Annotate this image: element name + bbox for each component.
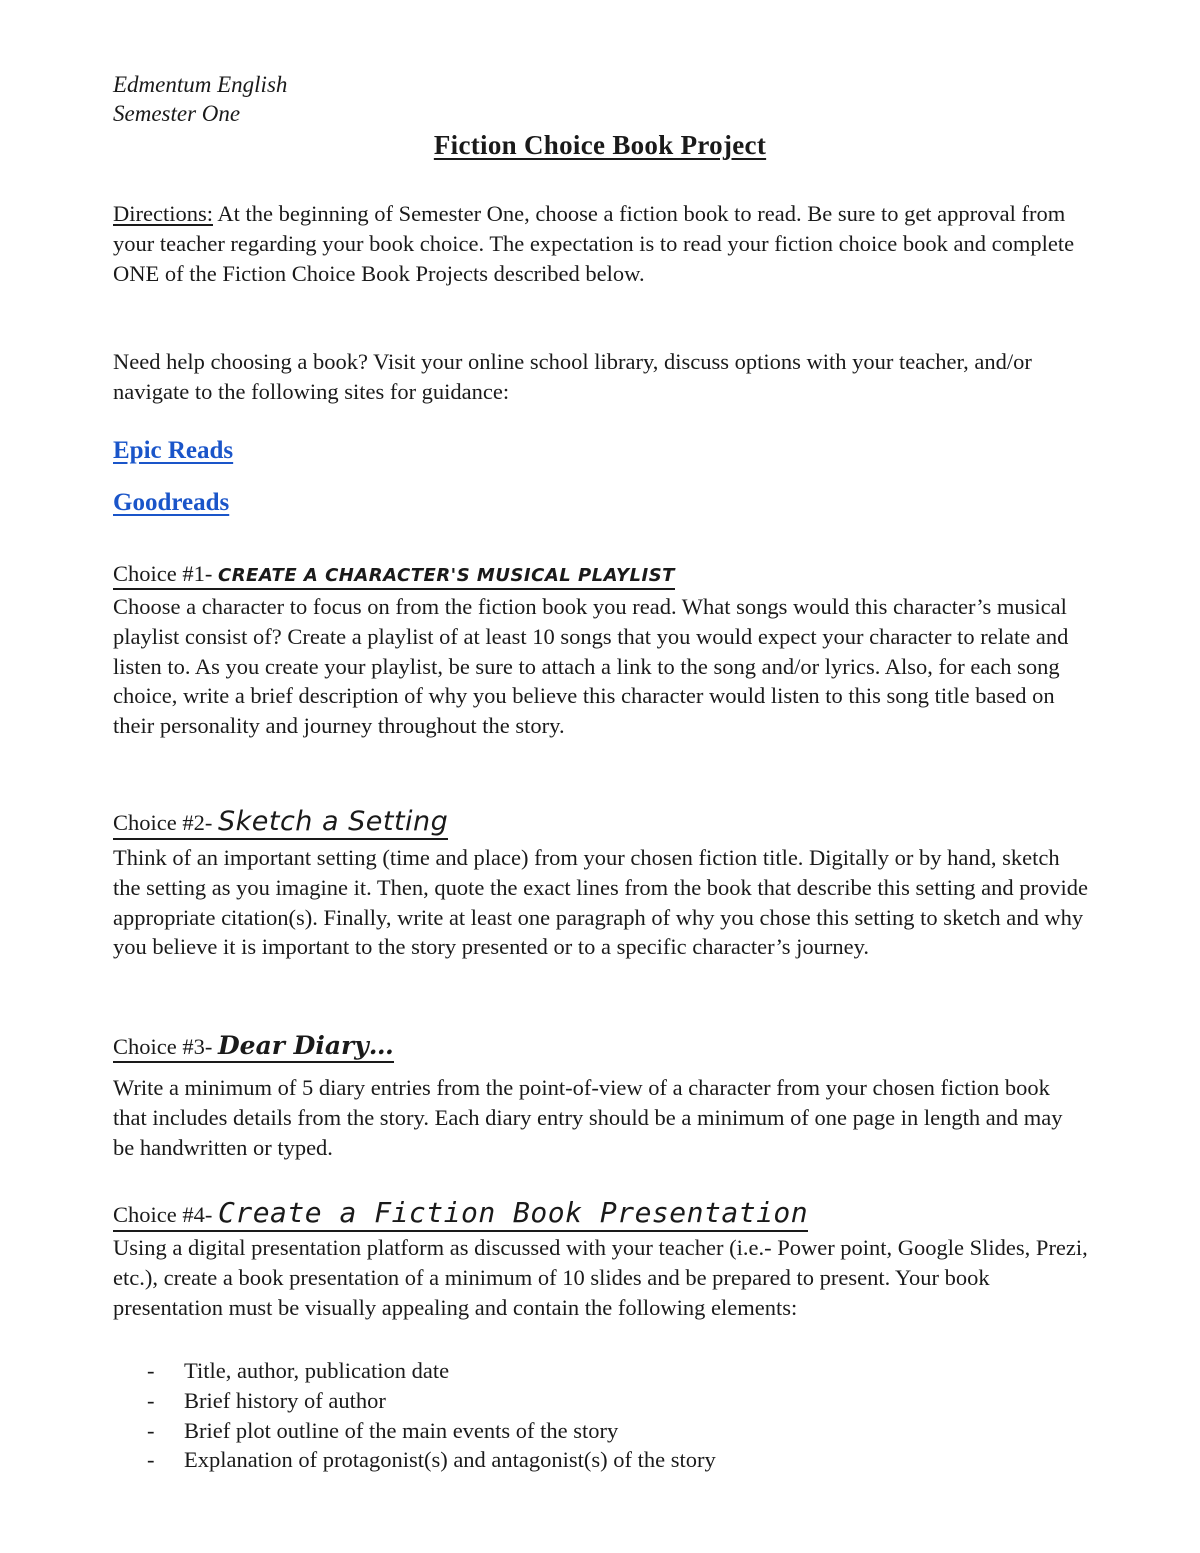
help-paragraph: Need help choosing a book? Visit your online school library, discuss options with your teacher, and/or navigate to the following sites for guidance:	[113, 349, 1032, 404]
choice-2-title: Sketch a Setting	[217, 806, 449, 837]
list-item-text: Brief history of author	[184, 1387, 386, 1413]
choice-4-body: Using a digital presentation platform as discussed with your teacher (i.e.- Power point, Google Slides, Prezi, etc.), create a book presentation of a minimum of 10 slides and be prepared to present. Your book presentation must be visually appealing and contain the following elements:	[113, 1235, 1088, 1320]
choice-4-heading	[113, 1196, 808, 1232]
list-item	[147, 1416, 716, 1446]
list-item	[147, 1356, 716, 1386]
choice-3-heading	[113, 1031, 394, 1063]
choice-1-title: CREATE A CHARACTER'S MUSICAL PLAYLIST	[217, 565, 675, 586]
bullet-dash: -	[147, 1387, 155, 1413]
directions-text: At the beginning of Semester One, choose a fiction book to read. Be sure to get approval from your teacher regarding your book choice. The expectation is to read your fiction choice book and complete ONE of the Fiction Choice Book Projects described below.	[113, 201, 1075, 286]
choice-3-title: Dear Diary…	[217, 1031, 394, 1060]
link-goodreads[interactable]: Goodreads	[113, 489, 230, 516]
list-item-text: Title, author, publication date	[184, 1358, 450, 1383]
bullet-dash: -	[147, 1358, 155, 1383]
choice-1-prefix: Choice #1-	[113, 561, 218, 586]
list-item	[147, 1445, 716, 1475]
bullet-dash: -	[147, 1447, 155, 1473]
directions-paragraph	[113, 199, 1088, 288]
semester-label: Semester One	[113, 101, 241, 126]
choice-3-body: Write a minimum of 5 diary entries from the point-of-view of a character from your chosen fiction book that includes details from the story. Each diary entry should be a minimum of one page in length and may be handwritten or typed.	[113, 1075, 1063, 1160]
choice-2-heading	[113, 806, 448, 840]
directions-label: Directions:	[113, 201, 213, 226]
bullet-dash: -	[147, 1417, 155, 1443]
link-epic-reads[interactable]: Epic Reads	[113, 437, 234, 464]
list-item-text: Explanation of protagonist(s) and antagonist(s) of the story	[184, 1447, 716, 1473]
choice-1-body: Choose a character to focus on from the fiction book you read. What songs would this character’s musical playlist consist of? Create a playlist of at least 10 songs that you would expect your character to relate and listen to. As you create your playlist, be sure to attach a link to the song and/or lyrics. Also, for each song choice, write a brief description of why you believe this character would listen to this song title based on their personality and journey throughout the story.	[113, 594, 1069, 739]
choice-4-title: Create a Fiction Book Presentation	[217, 1196, 809, 1229]
choice-2-prefix: Choice #2-	[113, 810, 218, 835]
choice-2-body: Think of an important setting (time and place) from your chosen fiction title. Digitally or by hand, sketch the setting as you imagine it. Then, quote the exact lines from the book that describe this setting and provide appropriate citation(s). Finally, write at least one paragraph of why you chose this setting to sketch and why you believe it is important to the story presented or to a specific character’s journey.	[113, 845, 1088, 960]
choice-3-prefix: Choice #3-	[113, 1034, 218, 1059]
page-title: Fiction Choice Book Project	[433, 130, 767, 160]
choice-1-heading	[113, 561, 675, 590]
list-item-text: Brief plot outline of the main events of the story	[184, 1417, 619, 1443]
course-name: Edmentum English	[113, 72, 288, 97]
choice-4-element-list	[147, 1356, 716, 1475]
list-item	[147, 1386, 716, 1416]
choice-4-prefix: Choice #4-	[113, 1202, 218, 1227]
